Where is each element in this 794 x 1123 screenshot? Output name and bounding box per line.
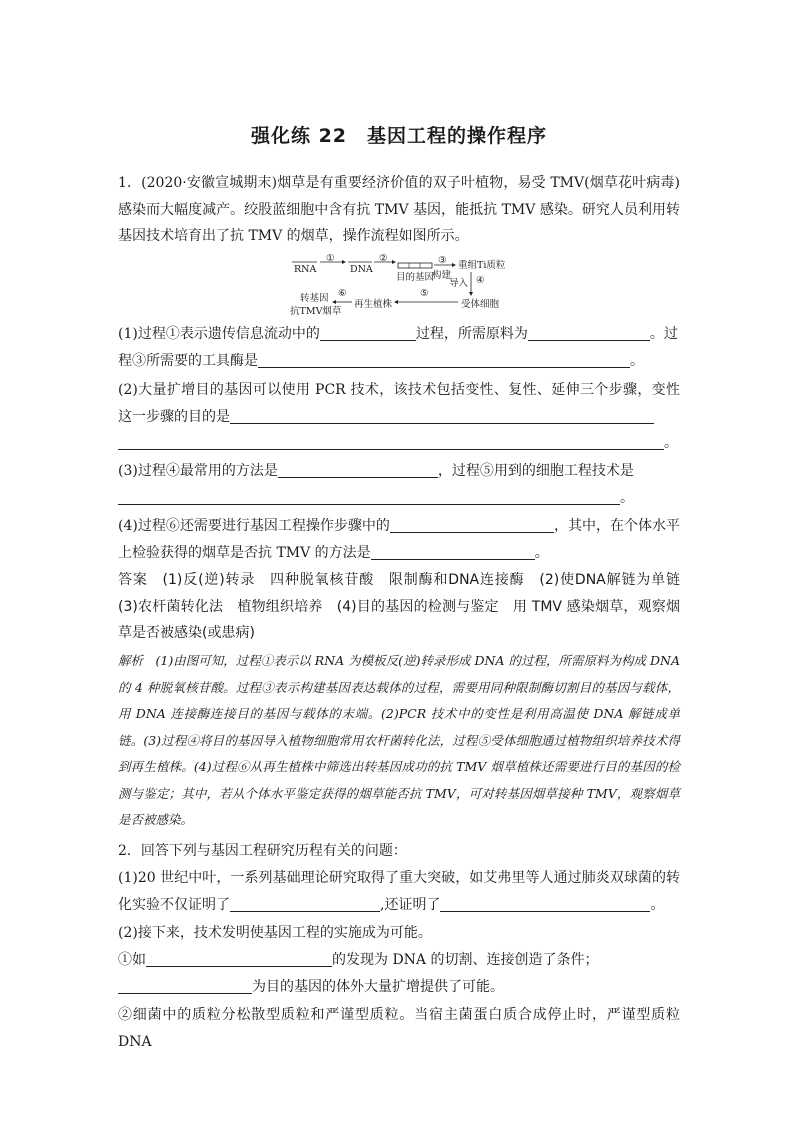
q2-part2-1: ①如 的发现为 DNA 的切割、连接创造了条件； 为目的基因的体外大量扩增提供了可能。 (118, 952, 599, 995)
answer-blank[interactable] (146, 950, 332, 967)
q1-explanation: 解析 (1)由图可知，过程①表示以 RNA 为模板反(逆)转录形成 DNA 的过程，所需原料为构成 DNA 的 4 种脱氧核苷酸。过程③表示构建基因表达载体的过程，需要用同种限制酶切割目的基因与载体，用 DNA 连接酶连接目的基因与载体的末端。(2)PCR 技术中的变性是利用高温使 DNA 解链成单链。(3)过程④将目的基因导入植物细胞常用农杆菌转化法，过程⑤受体细胞通过植物组织培养技术得到再生植株。(4)过程⑥从再生植株中筛选出转基因成功的抗 TMV 烟草植株还需要进行目的基因的检测与鉴定；其中，若从个体水平鉴定获得的烟草能否抗 TMV，可对转基因烟草接种 TMV，观察烟草是否被感染。 (118, 653, 680, 827)
answer-blank[interactable] (230, 407, 654, 424)
dna-label: DNA (350, 264, 373, 275)
answer-blank[interactable] (230, 895, 380, 912)
target-gene-label: 目的基因 (396, 272, 435, 283)
q1-part1: (1)过程①表示遗传信息流动中的 过程，所需原料为 。过 程③所需要的工具酶是 。 (118, 326, 678, 369)
answer-blank[interactable] (118, 488, 620, 505)
q1-part2: (2)大量扩增目的基因可以使用 PCR 技术，该技术包括变性、复性、延伸三个步骤，变性这一步骤的目的是 (118, 382, 680, 425)
q2-part2-2: ②细菌中的质粒分松散型质粒和严谨型质粒。当宿主菌蛋白质合成停止时，严谨型质粒 DNA (118, 1007, 680, 1050)
step-3-label: ③ (438, 255, 447, 266)
answer-blank[interactable] (440, 895, 650, 912)
flow-diagram (290, 252, 520, 318)
q1-part4: (4)过程⑥还需要进行基因工程操作步骤中的 ，其中，在个体水平上检验获得的烟草是否抗 TMV 的方法是 。 (118, 518, 680, 561)
step-5-label: ⑤ (420, 288, 429, 299)
recipient-cell-label: 受体细胞 (461, 299, 500, 310)
q1-part3-line: 。 (118, 485, 680, 512)
answer-blank[interactable] (118, 977, 252, 994)
step-6-label: ⑥ (338, 288, 347, 299)
q1-answer: 答案 (1)反(逆)转录 四种脱氧核苷酸 限制酶和DNA连接酶 (2)使DNA解链为单链 (3)农杆菌转化法 植物组织培养 (4)目的基因的检测与鉴定 用 TMV 感染烟草，观察烟草是否被感染(或患病) (118, 572, 694, 641)
step-2-label: ② (379, 253, 388, 264)
answer-blank[interactable] (118, 433, 664, 450)
answer-blank[interactable] (320, 324, 416, 341)
page-title: 强化练 22 基因工程的操作程序 (250, 125, 548, 147)
tmv-resistant-tobacco-label: 抗TMV烟草 (290, 306, 342, 317)
construct-label: 构建 (432, 270, 452, 281)
q2-part1: (1)20 世纪中叶，一系列基础理论研究取得了重大突破，如艾弗里等人通过肺炎双球菌的转化实验不仅证明了 ,还证明了 。 (118, 870, 680, 913)
q1-part3: (3)过程④最常用的方法是 ，过程⑤用到的细胞工程技术是 (118, 463, 634, 479)
answer-blank[interactable] (258, 351, 630, 368)
recombinant-plasmid-label: 重组Ti质粒 (458, 260, 506, 271)
q2-part2: (2)接下来，技术发明使基因工程的实施成为可能。 (118, 925, 432, 941)
import-label: 导入 (449, 278, 469, 289)
answer-blank[interactable] (371, 543, 535, 560)
step-4-label: ④ (476, 275, 485, 286)
q1-part2-line: 。 (118, 430, 680, 457)
step-1-label: ① (326, 253, 335, 264)
regenerated-plant-label: 再生植株 (354, 299, 393, 310)
q1-stem: 1．(2020·安徽宣城期末)烟草是有重要经济价值的双子叶植物，易受 TMV(烟草花叶病毒)感染而大幅度减产。绞股蓝细胞中含有抗 TMV 基因，能抵抗 TMV 感染。研究人员利用转基因技术培育出了抗 TMV 的烟草，操作流程如图所示。 (118, 175, 680, 244)
answer-blank[interactable] (390, 516, 554, 533)
answer-blank[interactable] (528, 324, 650, 341)
answer-blank[interactable] (278, 461, 438, 478)
transgenic-label: 转基因 (300, 293, 329, 304)
rna-label: RNA (294, 264, 317, 275)
q2-stem: 2．回答下列与基因工程研究历程有关的问题： (118, 843, 407, 859)
